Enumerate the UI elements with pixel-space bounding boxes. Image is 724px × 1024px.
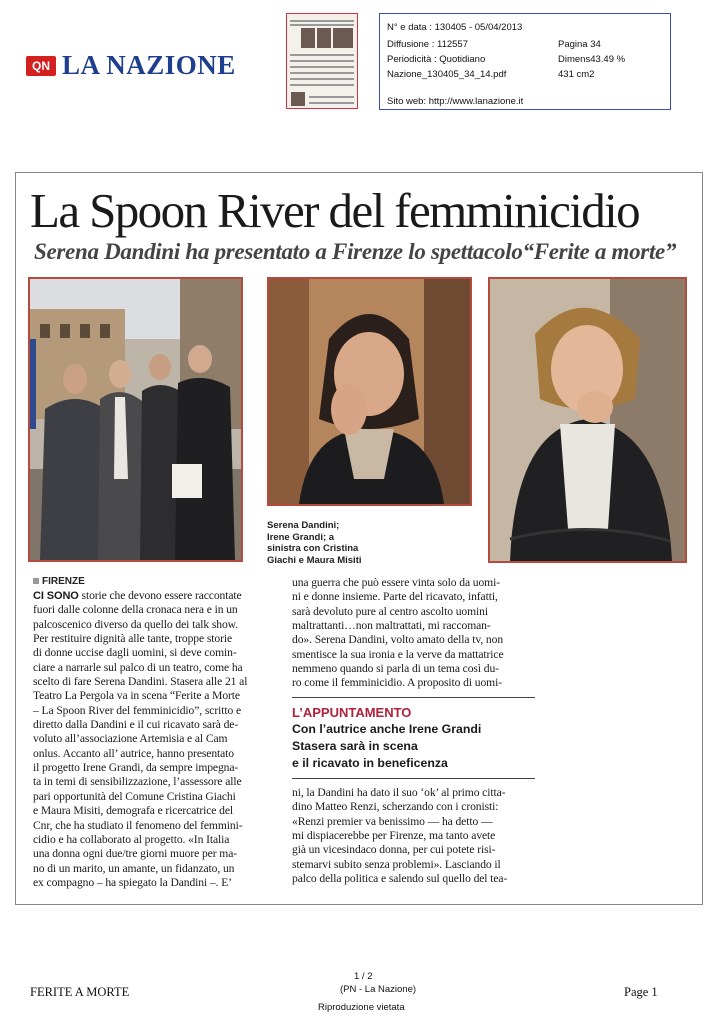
box-rule-top: [292, 697, 535, 698]
dateline-square-icon: [33, 578, 39, 584]
info-page: Pagina 34: [558, 39, 601, 50]
footer-page-count: 1 / 2: [354, 971, 373, 982]
article-column-2-bottom: ni, la Dandini ha dato il suo ‘ok’ al primo citta- dino Matteo Renzi, scherzando con i cronisti: «Renzi premier va benissimo — ha detto — mi dispiacerebbe per Firenze, ma tanto avete già un vicesindaco donna, per cui potete risi- stemarvi subito senza problemi». Lasciando il palco della politica e salendo sul quello del tea-: [292, 786, 508, 886]
newspaper-logo-badge: QN: [26, 56, 56, 76]
box-rule-bottom: [292, 778, 535, 779]
press-info-box: [379, 13, 671, 110]
info-website: Sito web: http://www.lanazione.it: [387, 96, 524, 107]
appointment-line-1: Con l’autrice anche Irene Grandi: [292, 722, 482, 736]
page-thumbnail[interactable]: [286, 13, 358, 109]
info-area: 431 cm2: [558, 69, 595, 80]
appointment-line-2: Stasera sarà in scena: [292, 739, 418, 753]
appointment-label: L’APPUNTAMENTO: [292, 705, 412, 720]
info-number-date: N° e data : 130405 - 05/04/2013: [387, 22, 523, 33]
photo-serena-dandini: [267, 277, 472, 506]
article-column-1: CI SONO storie che devono essere raccontate fuori dalle colonne della cronaca nera e in un palcoscenico diverso da quello dei talk show. Per restituire dignità alle tante, troppe storie di donne uccise dagli uomini, si deve comin- ciare a narrarle sul palco di un teatro, come ha scelto di fare Serena Dandini. Stasera alle 21 al Teatro La Pergola va in scena “Ferite a Morte – La Spoon River del femminicidio”, scritto e diretto dalla Dandini e il cui ricavato sarà de- voluto all’associazione Artemisia e al Cam onlus. Accanto all’ autrice, hanno presentato il progetto Irene Grandi, da sempre impegna- ta in temi di sensibilizzazione, l’assessore alle pari opportunità del Comune Cristina Giachi e Maura Misiti, demografa e ricercatrice del Cnr, che ha studiato il fenomeno del femmini- cidio e ha collaborato al progetto. «In Italia una donna ogni due/tre giorni muore per ma- no di un marito, un amante, un fidanzato, un ex compagno – ha spiegato la Dandini –. E’: [33, 589, 248, 889]
dateline: FIRENZE: [33, 576, 85, 587]
footer-note: Riproduzione vietata: [318, 1002, 405, 1013]
info-dimensions: Dimens43.49 %: [558, 54, 626, 65]
info-periodicity: Periodicità : Quotidiano: [387, 54, 486, 65]
photo-irene-grandi: [488, 277, 687, 563]
article-title: La Spoon River del femminicidio: [30, 183, 640, 238]
article-kicker: CI SONO: [33, 590, 79, 602]
photo-group: [28, 277, 243, 562]
article-column-2-top: una guerra che può essere vinta solo da uomi- ni e donne insieme. Parte del ricavato, infatti, sarà devoluto pure al centro ascolto uomini maltrattanti…non maltrattati, mi raccoman- do». Serena Dandini, volto amato della tv, non smentisce la sua ironia e la verve da mattatrice nemmeno quando si parla di un tema così du- ro come il femminicidio. A proposito di uomi-: [292, 576, 504, 690]
photo-caption: Serena Dandini; Irene Grandi; a sinistra con Cristina Giachi e Maura Misiti: [267, 520, 362, 566]
newspaper-logo: LA NAZIONE: [62, 50, 236, 80]
article-subtitle: Serena Dandini ha presentato a Firenze lo spettacolo“Ferite a morte”: [34, 239, 677, 264]
footer-page-number: Page 1: [624, 985, 658, 999]
footer-topic: FERITE A MORTE: [30, 985, 130, 999]
info-filename: Nazione_130405_34_14.pdf: [387, 69, 507, 80]
footer-source: (PN - La Nazione): [340, 984, 417, 995]
appointment-line-3: e il ricavato in beneficenza: [292, 756, 448, 770]
info-diffusion: Diffusione : 112557: [387, 39, 468, 50]
